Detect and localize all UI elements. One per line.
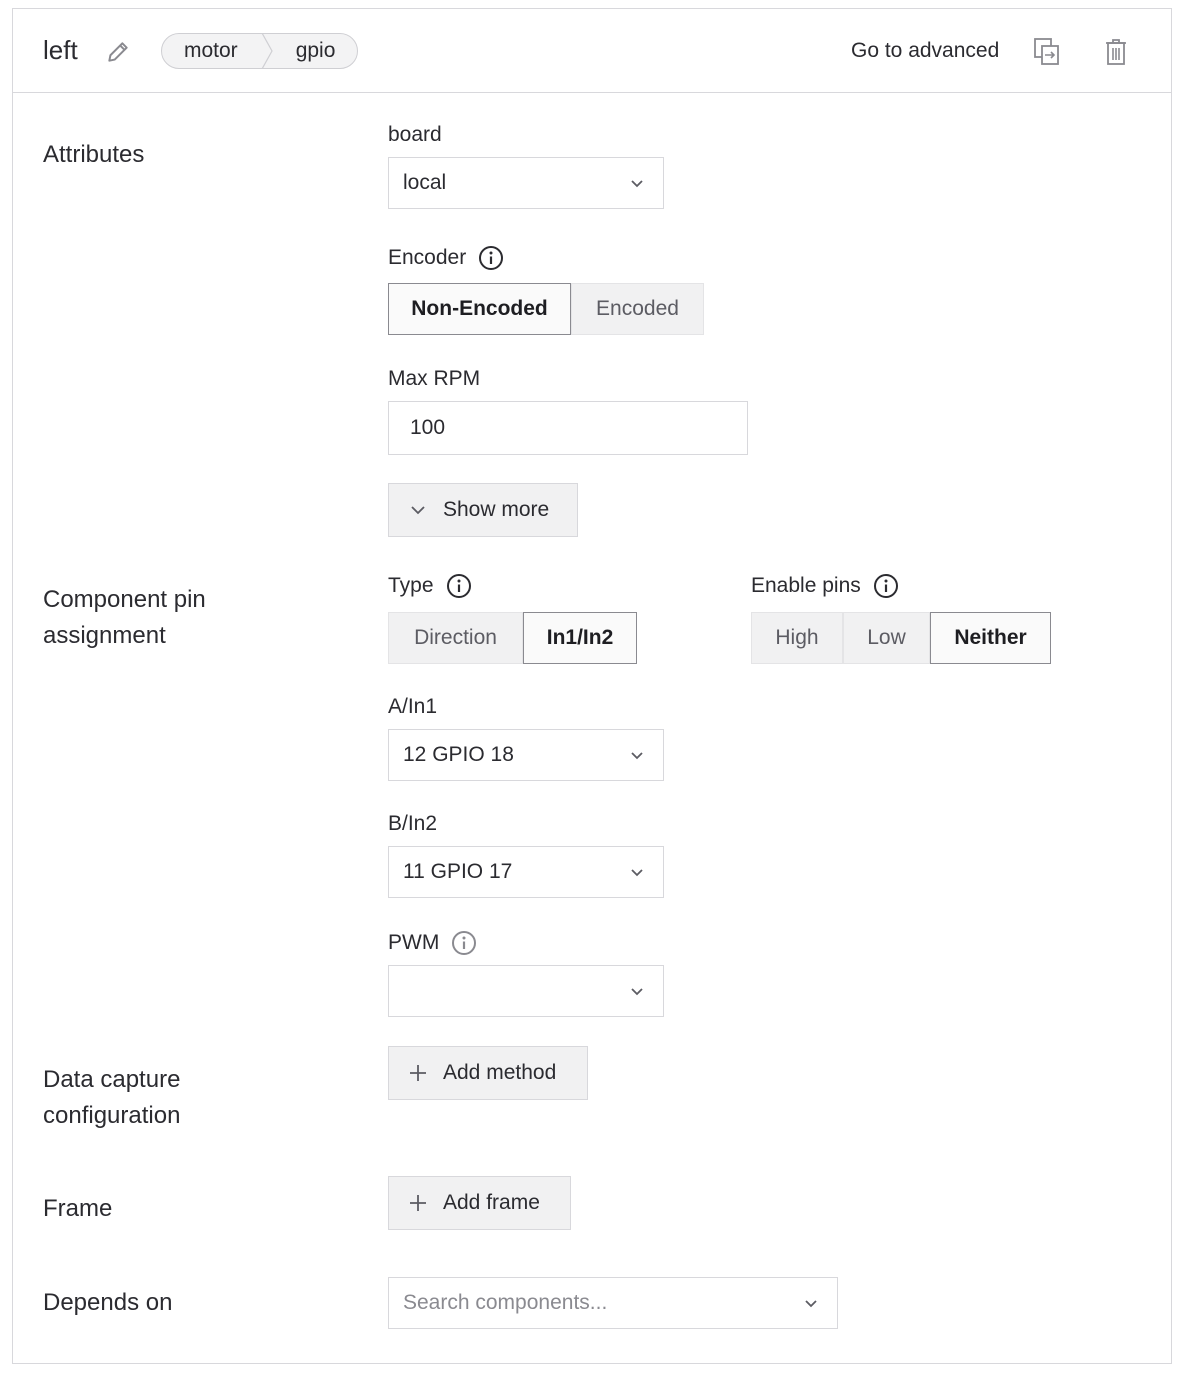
b-in2-value: 11 GPIO 17 <box>403 860 513 883</box>
encoder-option-non-encoded[interactable]: Non-Encoded <box>388 283 571 335</box>
section-pin-assignment: Component pin assignment <box>43 586 206 649</box>
type-label-text: Type <box>388 574 434 597</box>
trash-icon[interactable] <box>1103 37 1129 67</box>
show-more-label: Show more <box>443 498 550 521</box>
section-attributes: Attributes <box>43 141 145 168</box>
info-icon[interactable] <box>446 573 472 599</box>
model-breadcrumb <box>161 33 358 69</box>
board-label-text: board <box>388 123 442 146</box>
section-data-capture: Data capture configuration <box>43 1066 181 1129</box>
chevron-down-icon <box>629 865 645 881</box>
b-in2-select[interactable] <box>388 846 664 898</box>
enable-pins-toggle <box>751 612 1051 664</box>
go-to-advanced-link[interactable]: Go to advanced <box>851 39 1000 62</box>
depends-on-search[interactable] <box>388 1277 838 1329</box>
encoder-option-encoded[interactable]: Encoded <box>571 283 704 335</box>
a-in1-value: 12 GPIO 18 <box>403 743 514 766</box>
chevron-down-icon <box>407 499 429 521</box>
pwm-select[interactable] <box>388 965 664 1017</box>
plus-icon <box>407 1062 429 1084</box>
add-frame-label: Add frame <box>443 1191 540 1214</box>
max-rpm-label <box>388 367 480 391</box>
type-toggle <box>388 612 637 664</box>
a-in1-select[interactable] <box>388 729 664 781</box>
component-name: left <box>43 35 78 65</box>
crumb-type: motor <box>184 39 238 62</box>
section-depends-on: Depends on <box>43 1289 173 1316</box>
info-icon[interactable] <box>451 930 477 956</box>
board-label <box>388 123 442 147</box>
pencil-icon[interactable] <box>105 39 131 65</box>
max-rpm-input[interactable] <box>388 401 748 455</box>
info-icon[interactable] <box>873 573 899 599</box>
add-method-label: Add method <box>443 1061 557 1084</box>
section-frame: Frame <box>43 1195 113 1222</box>
type-label <box>388 573 472 599</box>
duplicate-icon[interactable] <box>1033 37 1061 67</box>
chevron-right-icon <box>260 33 274 69</box>
type-option-in1-in2[interactable]: In1/In2 <box>523 612 637 664</box>
max-rpm-label-text: Max RPM <box>388 367 481 390</box>
board-select[interactable] <box>388 157 664 209</box>
enable-pins-label <box>751 573 899 599</box>
type-option-direction[interactable]: Direction <box>388 612 523 664</box>
chevron-down-icon <box>629 984 645 1000</box>
crumb-model: gpio <box>295 39 336 62</box>
chevron-down-icon <box>803 1296 819 1312</box>
a-in1-label <box>388 695 437 719</box>
b-in2-label-text: B/In2 <box>388 812 438 835</box>
chevron-down-icon <box>629 176 645 192</box>
card-header <box>13 9 1171 93</box>
component-card <box>12 8 1172 1364</box>
add-method-button[interactable] <box>388 1046 588 1100</box>
encoder-label <box>388 245 504 271</box>
enable-pins-label-text: Enable pins <box>751 574 861 597</box>
encoder-toggle <box>388 283 704 335</box>
chevron-down-icon <box>629 748 645 764</box>
b-in2-label <box>388 812 437 836</box>
enable-option-high[interactable]: High <box>751 612 843 664</box>
pwm-label-text: PWM <box>388 931 440 954</box>
encoder-label-text: Encoder <box>388 246 467 269</box>
show-more-button[interactable] <box>388 483 578 537</box>
depends-on-placeholder: Search components... <box>403 1291 608 1314</box>
a-in1-label-text: A/In1 <box>388 695 438 718</box>
add-frame-button[interactable] <box>388 1176 571 1230</box>
pwm-label <box>388 930 477 956</box>
plus-icon <box>407 1192 429 1214</box>
enable-option-low[interactable]: Low <box>843 612 930 664</box>
info-icon[interactable] <box>478 245 504 271</box>
max-rpm-value: 100 <box>410 416 446 439</box>
board-value: local <box>403 171 447 194</box>
enable-option-neither[interactable]: Neither <box>930 612 1051 664</box>
